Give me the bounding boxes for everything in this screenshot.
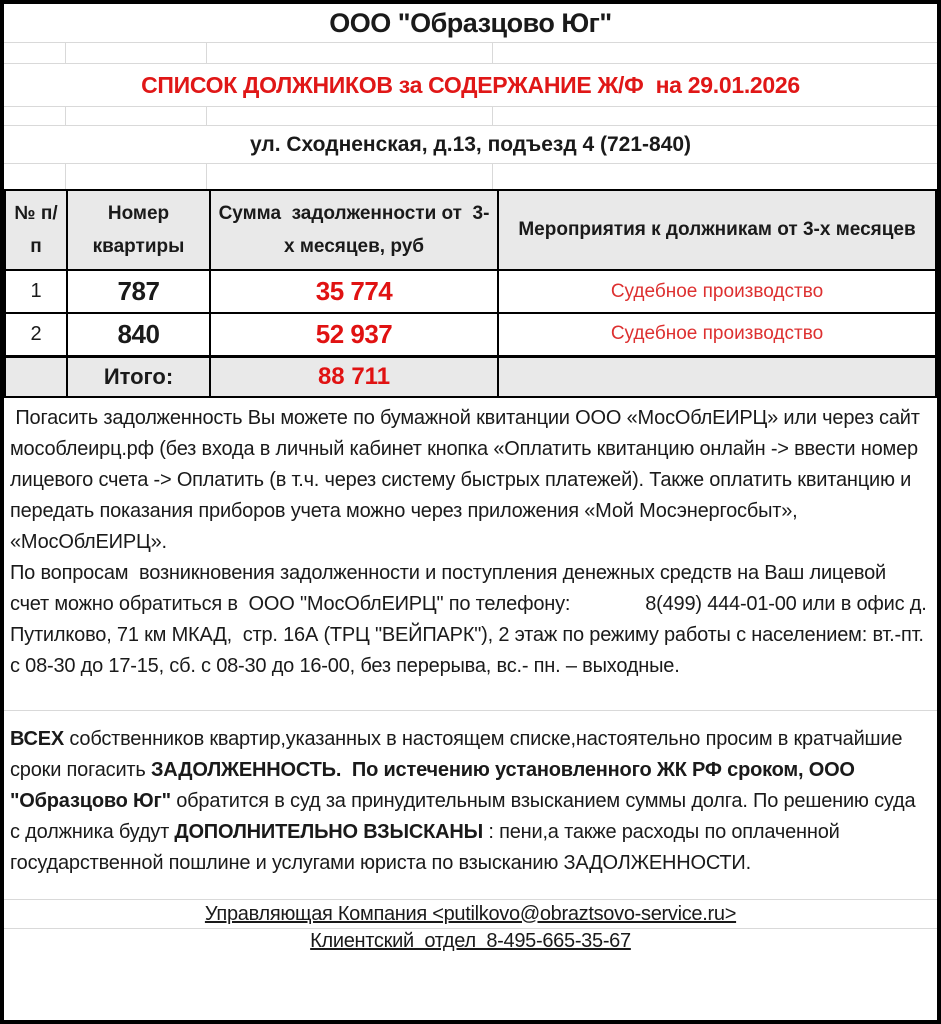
footer-management-company-row xyxy=(4,899,937,928)
warning-notice-block xyxy=(4,710,937,879)
col-header-index: № п/п xyxy=(5,190,67,270)
total-empty-cell xyxy=(5,356,67,397)
grid-spacer-row xyxy=(4,42,937,64)
col-header-actions: Мероприятия к должникам от 3-х месяцев xyxy=(498,190,936,270)
table-row xyxy=(5,270,936,313)
debt-amount: 35 774 xyxy=(210,270,498,313)
total-label: Итого: xyxy=(67,356,210,397)
footer-spacer xyxy=(4,879,937,899)
total-empty-cell xyxy=(498,356,936,397)
row-index: 2 xyxy=(5,313,67,356)
debtors-list-title: СПИСОК ДОЛЖНИКОВ за СОДЕРЖАНИЕ Ж/Ф на 29.01.2026 xyxy=(141,71,800,98)
debtors-table xyxy=(4,189,937,398)
building-address: ул. Сходненская, д.13, подъезд 4 (721-840) xyxy=(249,132,692,156)
table-header-row xyxy=(5,190,936,270)
payment-instructions-paragraph: Погасить задолженность Вы можете по бумажной квитанции ООО «МосОблЕИРЦ» или через сайт мособлеирц.рф (без входа в личный кабинет кнопка «Оплатить квитанцию онлайн -> ввести номер лицевого счета -> Оплатить (в т.ч. через систему быстрых платежей). Также оплатить квитанцию и передать показания приборов учета можно через приложения «Мой Мосэнергосбыт», «МосОблЕИРЦ». xyxy=(10,407,926,553)
table-row xyxy=(5,313,936,356)
debt-amount: 52 937 xyxy=(210,313,498,356)
grid-spacer-row xyxy=(4,163,937,189)
company-title: ООО "Образцово Юг" xyxy=(329,7,612,38)
debtor-action: Судебное производство xyxy=(498,313,936,356)
debtor-action: Судебное производство xyxy=(498,270,936,313)
footer-client-department-row xyxy=(4,928,937,954)
grid-spacer-row xyxy=(4,106,937,126)
payment-info-block xyxy=(4,398,937,682)
total-amount: 88 711 xyxy=(210,356,498,397)
row-index: 1 xyxy=(5,270,67,313)
apartment-number: 787 xyxy=(67,270,210,313)
col-header-debt-amount: Сумма задолженности от 3-х месяцев, руб xyxy=(210,190,498,270)
warning-notice-paragraph: ВСЕХ собственников квартир,указанных в настоящем списке,настоятельно просим в кратчайшие сроки погасить ЗАДОЛЖЕННОСТЬ. По истечению установленного ЖК РФ сроком, ООО "Образцово Юг" обратится в суд за принудительным взысканием суммы долга. По решению суда с должника будут ДОПОЛНИТЕЛЬНО ВЗЫСКАНЫ : пени,а также расходы по оплаченной государственной пошлине и услугами юриста по взысканию ЗАДОЛЖЕННОСТИ. xyxy=(10,728,921,874)
col-header-apartment: Номер квартиры xyxy=(67,190,210,270)
contact-info-paragraph: По вопросам возникновения задолженности и поступления денежных средств на Ваш лицевой счет можно обратиться в ООО "МосОблЕИРЦ" по телефону: 8(499) 444-01-00 или в офис д. Путилково, 71 км МКАД, стр. 16А (ТРЦ "ВЕЙПАРК"), 2 этаж по режиму работы с населением: вт.-пт. с 08-30 до 17-15, сб. с 08-30 до 16-00, без перерыва, вс.- пн. – выходные. xyxy=(10,562,932,677)
total-row xyxy=(5,356,936,397)
apartment-number: 840 xyxy=(67,313,210,356)
management-company-email: Управляющая Компания <putilkovo@obraztsovo-service.ru> xyxy=(204,902,737,925)
client-department-phone: Клиентский отдел 8-495-665-35-67 xyxy=(310,930,631,952)
